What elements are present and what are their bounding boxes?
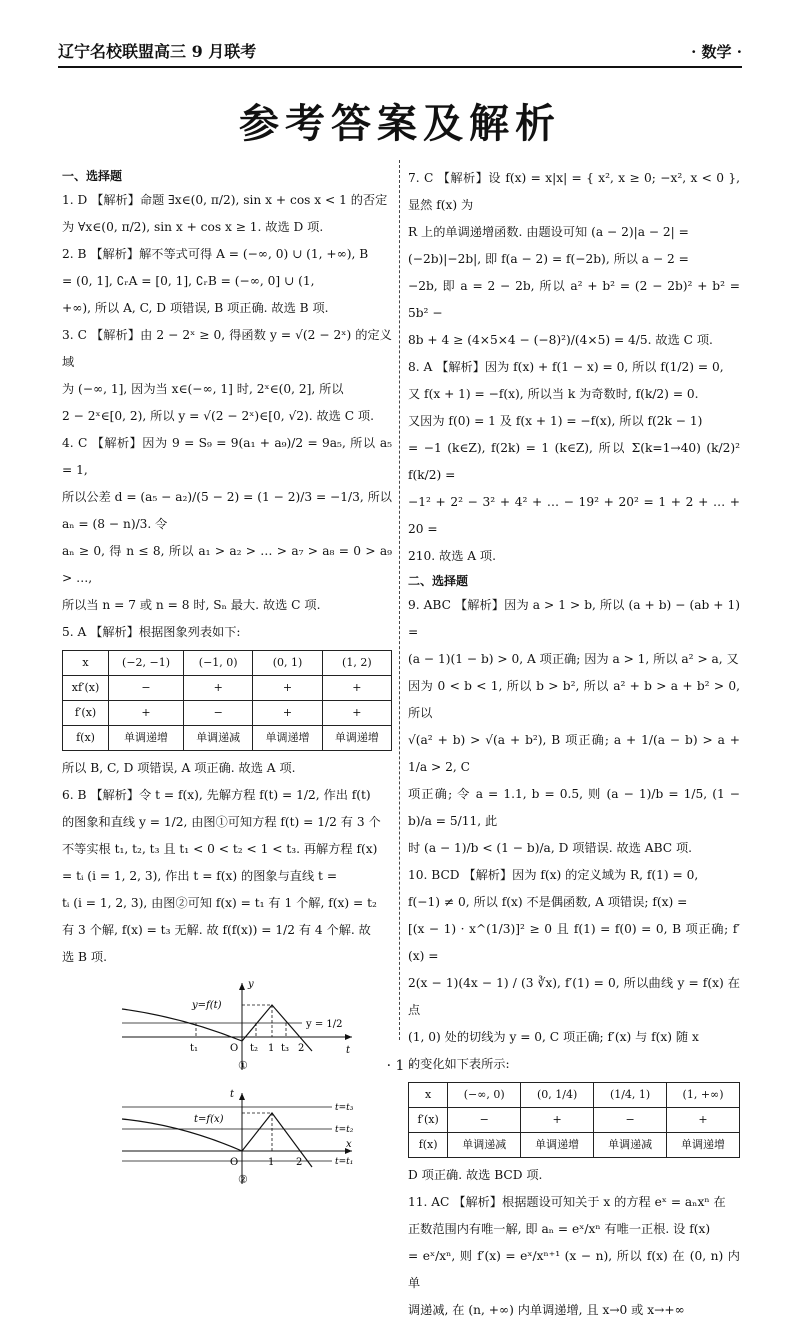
- fig1-tick: t₃: [281, 1043, 290, 1054]
- answer-5: 5. A 【解析】根据图象列表如下: x (−2, −1) (−1, 0) (0, 1) (1, 2) xf′(x) − + + + f′(x) + − + + f(x) 单调递增 单调递减 单调递增 单调递增 所以 B, C, D 项错误, A 项正确. 故选 A 项.: [62, 619, 392, 782]
- fig2-line-t3: t=t₃: [335, 1103, 354, 1113]
- answer-6: 6. B 【解析】令 t = f(x), 先解方程 f(t) = 1/2, 作出 f(t) 的图象和直线 y = 1/2, 由图①可知方程 f(t) = 1/2 有 3 个 不等实根 t₁, t₂, t₃ 且 t₁ < 0 < t₂ < 1 < t₃. 再解方程 f(x) = tᵢ (i = 1, 2, 3), 作出 t = f(x) 的图象与直线 t = tᵢ (i = 1, 2, 3), 由图②可知 f(x) = t₁ 有 1 个解, f(x) = t₂ 有 3 个解, f(x) = t₃ 无解. 故 f(f(x)) = 1/2 有 4 个解. 故 选 B 项.: [62, 788, 381, 964]
- answer-3: 3. C 【解析】由 2 − 2ˣ ≥ 0, 得函数 y = √(2 − 2ˣ) 的定义域 为 (−∞, 1], 因为当 x∈(−∞, 1] 时, 2ˣ∈(0, 2], 所以 2 − 2ˣ∈[0, 2), 所以 y = √(2 − 2ˣ)∈[0, √2). 故选 C 项.: [62, 328, 392, 423]
- fig2-tick: O: [230, 1157, 239, 1168]
- column-divider: [399, 160, 400, 1040]
- section-heading: 一、选择题: [62, 169, 123, 183]
- fig1-y-label: y: [248, 979, 254, 990]
- fig1-tick: t₁: [190, 1043, 199, 1054]
- fig2-t-label: t: [230, 1089, 235, 1100]
- answer-9: 9. ABC 【解析】因为 a > 1 > b, 所以 (a + b) − (ab + 1) = (a − 1)(1 − b) > 0, A 项正确; 因为 a > 1, 所以 a² > a, 又 因为 0 < b < 1, 所以 b > b², 所以 a² + b > a + b² > 0, 所以 √(a² + b) > √(a + b²), B 项正确; a + 1/(a − b) > a + 1/a > 2, C 项正确; 令 a = 1.1, b = 0.5, 则 (a − 1)/b = 1/5, (1 − b)/a = 5/11, 此 时 (a − 1)/b < (1 − b)/a, D 项错误. 故选 ABC 项.: [408, 598, 740, 855]
- answer-11: 11. AC 【解析】根据题设可知关于 x 的方程 eˣ = aₙxⁿ 在 正数范围内有唯一解, 即 aₙ = eˣ/xⁿ 有唯一正根. 设 f(x) = eˣ/xⁿ, 则 f′(x) = eˣ/xⁿ⁺¹ (x − n), 所以 f(x) 在 (0, n) 内单 调递减, 在 (n, +∞) 内单调递增, 且 x→0 或 x→+∞: [408, 1195, 740, 1317]
- fig2-tick: 1: [268, 1157, 275, 1168]
- fig2-line-t2: t=t₂: [335, 1125, 354, 1135]
- exam-name: 辽宁名校联盟高三 9 月联考: [58, 42, 257, 61]
- fig1-tick: O: [230, 1043, 239, 1054]
- table-row: xf′(x) − + + +: [63, 676, 392, 701]
- answer-7: 7. C 【解析】设 f(x) = x|x| = { x², x ≥ 0; −x², x < 0 }, 显然 f(x) 为 R 上的单调递增函数. 由题设可知 (a − 2)|a − 2| = (−2b)|−2b|, 即 f(a − 2) = f(−2b), 所以 a − 2 = −2b, 即 a = 2 − 2b, 所以 a² + b² = (2 − 2b)² + b² = 5b² − 8b + 4 ≥ (4×5×4 − (−8)²)/(4×5) = 4/5. 故选 C 项.: [408, 171, 740, 347]
- fig1-tick: t₂: [250, 1043, 259, 1054]
- answer-8: 8. A 【解析】因为 f(x) + f(1 − x) = 0, 所以 f(1/2) = 0, 又 f(x + 1) = −f(x), 所以当 k 为奇数时, f(k/2) = 0. 又因为 f(0) = 1 及 f(x + 1) = −f(x), 所以 f(2k − 1) = −1 (k∈Z), f(2k) = 1 (k∈Z), 所以 Σ(k=1→40) (k/2)² f(k/2) = −1² + 2² − 3² + 4² + … − 19² + 20² = 1 + 2 + … + 20 = 210. 故选 A 项.: [408, 360, 740, 563]
- table-row: x (−∞, 0) (0, 1/4) (1/4, 1) (1, +∞): [409, 1083, 740, 1108]
- right-column: [408, 165, 740, 1324]
- page-header: [58, 38, 742, 68]
- fig1-tick: 1: [268, 1043, 275, 1054]
- fig1-tick: 2: [298, 1043, 305, 1054]
- section-heading: 二、选择题: [408, 574, 469, 588]
- table-q10: [408, 1082, 740, 1158]
- fig2-curve-label: t=f(x): [194, 1114, 224, 1125]
- answer-4: 4. C 【解析】因为 9 = S₉ = 9(a₁ + a₉)/2 = 9a₅, 所以 a₅ = 1, 所以公差 d = (a₅ − a₂)/(5 − 2) = (1 − 2)/3 = −1/3, 所以 aₙ = (8 − n)/3. 令 aₙ ≥ 0, 得 n ≤ 8, 所以 a₁ > a₂ > … > a₇ > a₈ = 0 > a₉ > …, 所以当 n = 7 或 n = 8 时, Sₙ 最大. 故选 C 项.: [62, 436, 392, 612]
- fig1-curve-label: y=f(t): [192, 1000, 222, 1011]
- answer-10: 10. BCD 【解析】因为 f(x) 的定义域为 R, f(1) = 0, f(−1) ≠ 0, 所以 f(x) 不是偶函数, A 项错误; f(x) = [(x − 1) · x^(1/3)]² ≥ 0 且 f(1) = f(0) = 0, B 项正确; f′(x) = 2(x − 1)(4x − 1) / (3 ∛x), f′(1) = 0, 所以曲线 y = f(x) 在点 (1, 0) 处的切线为 y = 0, C 项正确; f′(x) 与 f(x) 随 x 的变化如下表所示: x (−∞, 0) (0, 1/4) (1/4, 1) (1, +∞) f′(x) − + − + f(x) 单调递减 单调递增 单调递减 单调递增 D 项正确. 故选 BCD 项.: [408, 868, 740, 1182]
- fig1-line-label: y = 1/2: [306, 1019, 343, 1030]
- left-column: [62, 165, 392, 1199]
- answer-2: 2. B 【解析】解不等式可得 A = (−∞, 0) ∪ (1, +∞), B = (0, 1], ∁ᵣA = [0, 1], ∁ᵣB = (−∞, 0] ∪ (1, +∞), 所以 A, C, D 项错误, B 项正确. 故选 B 项.: [62, 247, 369, 315]
- page-title: 参考答案及解析: [239, 101, 561, 147]
- figure-2: [62, 1089, 392, 1189]
- fig2-tick: 2: [296, 1157, 303, 1168]
- fig2-line-t1: t=t₁: [335, 1157, 354, 1167]
- table-row: x (−2, −1) (−1, 0) (0, 1) (1, 2): [63, 651, 392, 676]
- fig2-x-label: x: [346, 1139, 352, 1150]
- answer-1: 1. D 【解析】命题 ∃x∈(0, π/2), sin x + cos x < 1 的否定 为 ∀x∈(0, π/2), sin x + cos x ≥ 1. 故选 D 项.: [62, 193, 388, 234]
- fig1-caption: ①: [238, 1059, 248, 1072]
- table-row: f(x) 单调递增 单调递减 单调递增 单调递增: [63, 726, 392, 751]
- table-row: f′(x) − + − +: [409, 1108, 740, 1133]
- page-number: · 1 ·: [386, 1058, 414, 1074]
- subject-name: · 数学 ·: [691, 43, 742, 61]
- table-q5: [62, 650, 392, 751]
- table-row: f′(x) + − + +: [63, 701, 392, 726]
- fig1-t-label: t: [346, 1045, 351, 1056]
- fig2-caption: ②: [238, 1173, 248, 1186]
- table-row: f(x) 单调递减 单调递增 单调递减 单调递增: [409, 1133, 740, 1158]
